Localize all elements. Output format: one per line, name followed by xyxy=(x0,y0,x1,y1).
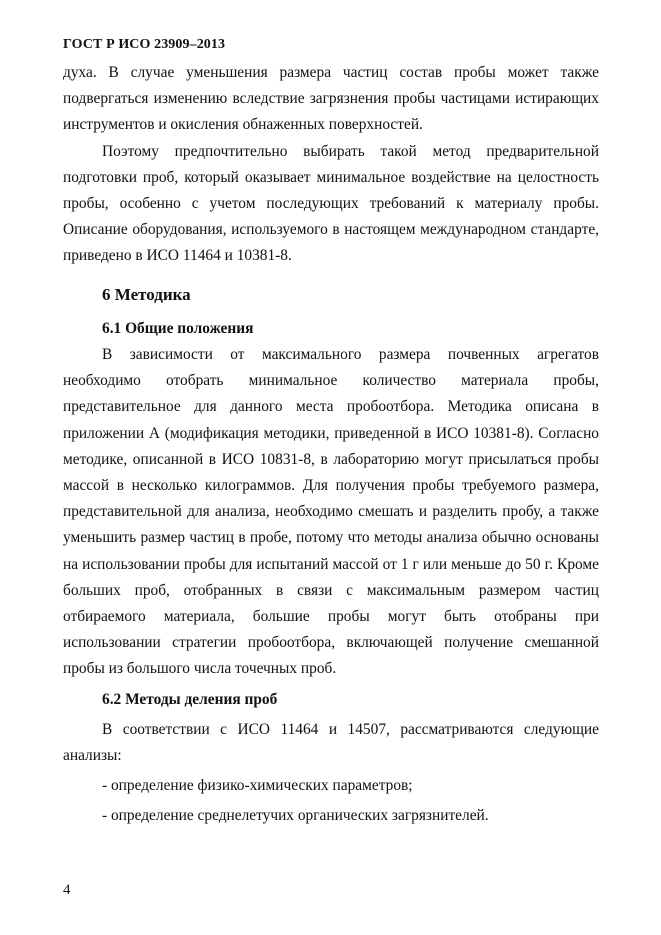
document-body xyxy=(63,60,599,830)
page-number: 4 xyxy=(63,882,71,898)
paragraph-continuation: духа. В случае уменьшения размера частиц состав пробы может также подвергаться изменению вследствие загрязнения пробы частицами истирающих инструментов и окисления обнаженных поверхностей. xyxy=(63,64,599,134)
paragraph-analyses-intro: В соответствии с ИСО 11464 и 14507, рассматриваются следующие анализы: xyxy=(63,720,599,765)
document-header: ГОСТ Р ИСО 23909–2013 xyxy=(63,37,226,52)
list-item: - определение физико-химических параметров; xyxy=(102,777,413,795)
paragraph-general-provisions: В зависимости от максимального размера почвенных агрегатов необходимо отобрать минимальное количество материала пробы, представительное для данного места пробоотбора. Методика описана в приложении А (модификация методики, приведенной в ИСО 10381-8). Согласно методике, описанной в ИСО 10831-8, в лабораторию могут присылаться пробы массой в несколько килограммов. Для получения пробы требуемого размера, представительной для анализа, необходимо смешать и разделить пробу, а также уменьшить размер частиц в пробе, потому что методы анализа обычно основаны на использовании пробы для испытаний массой от 1 г или меньше до 50 г. Кроме больших проб, отобранных в связи с максимальным размером частиц отбираемого материала, большие пробы могут быть отобраны при использовании стратегии пробоотбора, включающей получение смешанной пробы из большого числа точечных проб. xyxy=(63,346,599,678)
section-heading-6: 6 Методика xyxy=(102,284,191,304)
subsection-heading-6-1: 6.1 Общие положения xyxy=(102,319,254,337)
list-item: - определение среднелетучих органических загрязнителей. xyxy=(102,807,489,825)
paragraph-preparation-method: Поэтому предпочтительно выбирать такой метод предварительной подготовки проб, который оказывает минимальное воздействие на целостность пробы, особенно с учетом последующих требований к материалу пробы. Описание оборудования, используемого в настоящем международном стандарте, приведено в ИСО 11464 и 10381-8. xyxy=(63,142,599,265)
subsection-heading-6-2: 6.2 Методы деления проб xyxy=(102,690,278,708)
